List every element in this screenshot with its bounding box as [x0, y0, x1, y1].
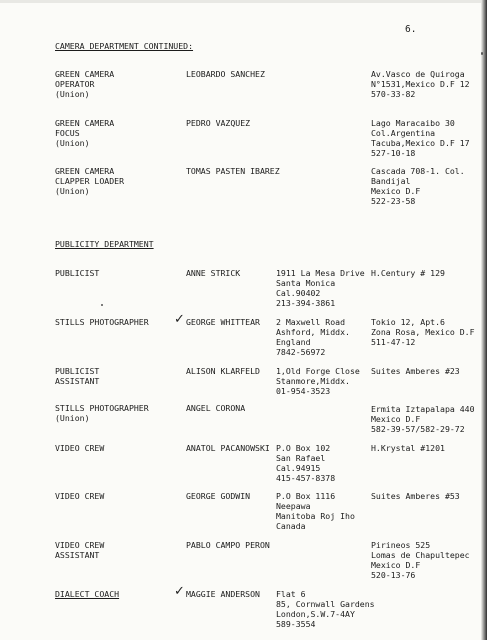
role-line: STILLS PHOTOGRAPHER: [55, 317, 149, 327]
home-address-line: N°1531,Mexico D.F 12: [371, 79, 470, 89]
page-number: 6.: [405, 24, 417, 35]
local-address-line: Cal.94915: [276, 463, 321, 473]
scan-speck: [101, 304, 103, 306]
home-address-line: 511-47-12: [371, 337, 416, 347]
role-line: PUBLICIST: [55, 366, 100, 376]
home-address-line: Lago Maracaibo 30: [371, 118, 455, 128]
role-line: OPERATOR: [55, 79, 95, 89]
role-line: GREEN CAMERA: [55, 118, 115, 128]
local-address-line: P.O Box 102: [276, 443, 331, 453]
crew-name: MAGGIE ANDERSON: [186, 589, 260, 599]
local-address-line: Canada: [276, 521, 306, 531]
local-address-line: P.O Box 1116: [276, 491, 336, 501]
home-address-line: H.Krystal #1201: [371, 443, 445, 453]
camera-department-heading: CAMERA DEPARTMENT CONTINUED:: [55, 41, 194, 51]
role-line: (Union): [55, 413, 90, 423]
crew-name: PABLO CAMPO PERON: [186, 540, 270, 550]
local-address-line: Ashford, Middx.: [276, 327, 350, 337]
local-address-line: San Rafael: [276, 453, 326, 463]
role-line: FOCUS: [55, 128, 80, 138]
local-address-line: 589-3554: [276, 619, 316, 629]
crew-name: TOMAS PASTEN IBAREZ: [186, 166, 280, 176]
home-address-line: Lomas de Chapultepec: [371, 550, 470, 560]
crew-name: GEORGE WHITTEAR: [186, 317, 260, 327]
publicity-department-heading: PUBLICITY DEPARTMENT: [55, 239, 154, 249]
local-address-line: London,S.W.7-4AY: [276, 609, 355, 619]
crew-name: ANATOL PACANOWSKI: [186, 443, 270, 453]
dialect-coach-heading: DIALECT COACH: [55, 589, 120, 599]
home-address-line: Col.Argentina: [371, 128, 436, 138]
crew-name: PEDRO VAZQUEZ: [186, 118, 251, 128]
crew-name: ALISON KLARFELD: [186, 366, 260, 376]
crew-name: LEOBARDO SANCHEZ: [186, 69, 265, 79]
local-address-line: England: [276, 337, 311, 347]
home-address-line: Tacuba,Mexico D.F 17: [371, 138, 470, 148]
role-line: (Union): [55, 186, 90, 196]
home-address-line: 527-10-18: [371, 148, 416, 158]
scan-top-edge: [0, 0, 487, 3]
role-line: CLAPPER LOADER: [55, 176, 125, 186]
home-address-line: Pirineos 525: [371, 540, 431, 550]
role-line: (Union): [55, 89, 90, 99]
role-line: (Union): [55, 138, 90, 148]
home-address-line: Mexico D.F: [371, 560, 421, 570]
local-address-line: 2 Maxwell Road: [276, 317, 346, 327]
home-address-line: 522-23-58: [371, 196, 416, 206]
home-address-line: H.Century # 129: [371, 268, 445, 278]
home-address-line: 582-39-57/582-29-72: [371, 424, 465, 434]
role-line: STILLS PHOTOGRAPHER: [55, 403, 149, 413]
home-address-line: Tokio 12, Apt.6: [371, 317, 445, 327]
local-address-line: 01-954-3523: [276, 386, 331, 396]
home-address-line: Av.Vasco de Quiroga: [371, 69, 465, 79]
local-address-line: Manitoba Roj Iho: [276, 511, 355, 521]
home-address-line: Zona Rosa, Mexico D.F: [371, 327, 475, 337]
local-address-line: 85, Cornwall Gardens: [276, 599, 375, 609]
role-line: ASSISTANT: [55, 376, 100, 386]
local-address-line: 1911 La Mesa Drive: [276, 268, 365, 278]
scan-right-edge: [481, 0, 487, 640]
home-address-line: Cascada 708-1. Col.: [371, 166, 465, 176]
local-address-line: 1,Old Forge Close: [276, 366, 360, 376]
scan-speck: [481, 52, 483, 55]
role-line: GREEN CAMERA: [55, 166, 115, 176]
home-address-line: 570-33-82: [371, 89, 416, 99]
home-address-line: Bandijal: [371, 176, 411, 186]
role-line: GREEN CAMERA: [55, 69, 115, 79]
check-mark-icon: ✓: [174, 312, 185, 327]
role-line: VIDEO CREW: [55, 443, 105, 453]
home-address-line: Suites Amberes #23: [371, 366, 460, 376]
role-line: PUBLICIST: [55, 268, 100, 278]
home-address-line: Mexico D.F: [371, 186, 421, 196]
home-address-line: Suites Amberes #53: [371, 491, 460, 501]
role-line: VIDEO CREW: [55, 540, 105, 550]
local-address-line: 7842-56972: [276, 347, 326, 357]
local-address-line: Flat 6: [276, 589, 306, 599]
local-address-line: Neepawa: [276, 501, 311, 511]
crew-name: ANGEL CORONA: [186, 403, 246, 413]
role-line: VIDEO CREW: [55, 491, 105, 501]
crew-name: ANNE STRICK: [186, 268, 241, 278]
local-address-line: Stanmore,Middx.: [276, 376, 350, 386]
crew-name: GEORGE GODWIN: [186, 491, 251, 501]
local-address-line: Cal.90402: [276, 288, 321, 298]
home-address-line: Ermita Iztapalapa 440: [371, 404, 475, 414]
home-address-line: 520-13-76: [371, 570, 416, 580]
home-address-line: Mexico D.F: [371, 414, 421, 424]
role-line: ASSISTANT: [55, 550, 100, 560]
local-address-line: 415-457-8378: [276, 473, 336, 483]
local-address-line: 213-394-3861: [276, 298, 336, 308]
local-address-line: Santa Monica: [276, 278, 336, 288]
check-mark-icon: ✓: [174, 584, 185, 599]
